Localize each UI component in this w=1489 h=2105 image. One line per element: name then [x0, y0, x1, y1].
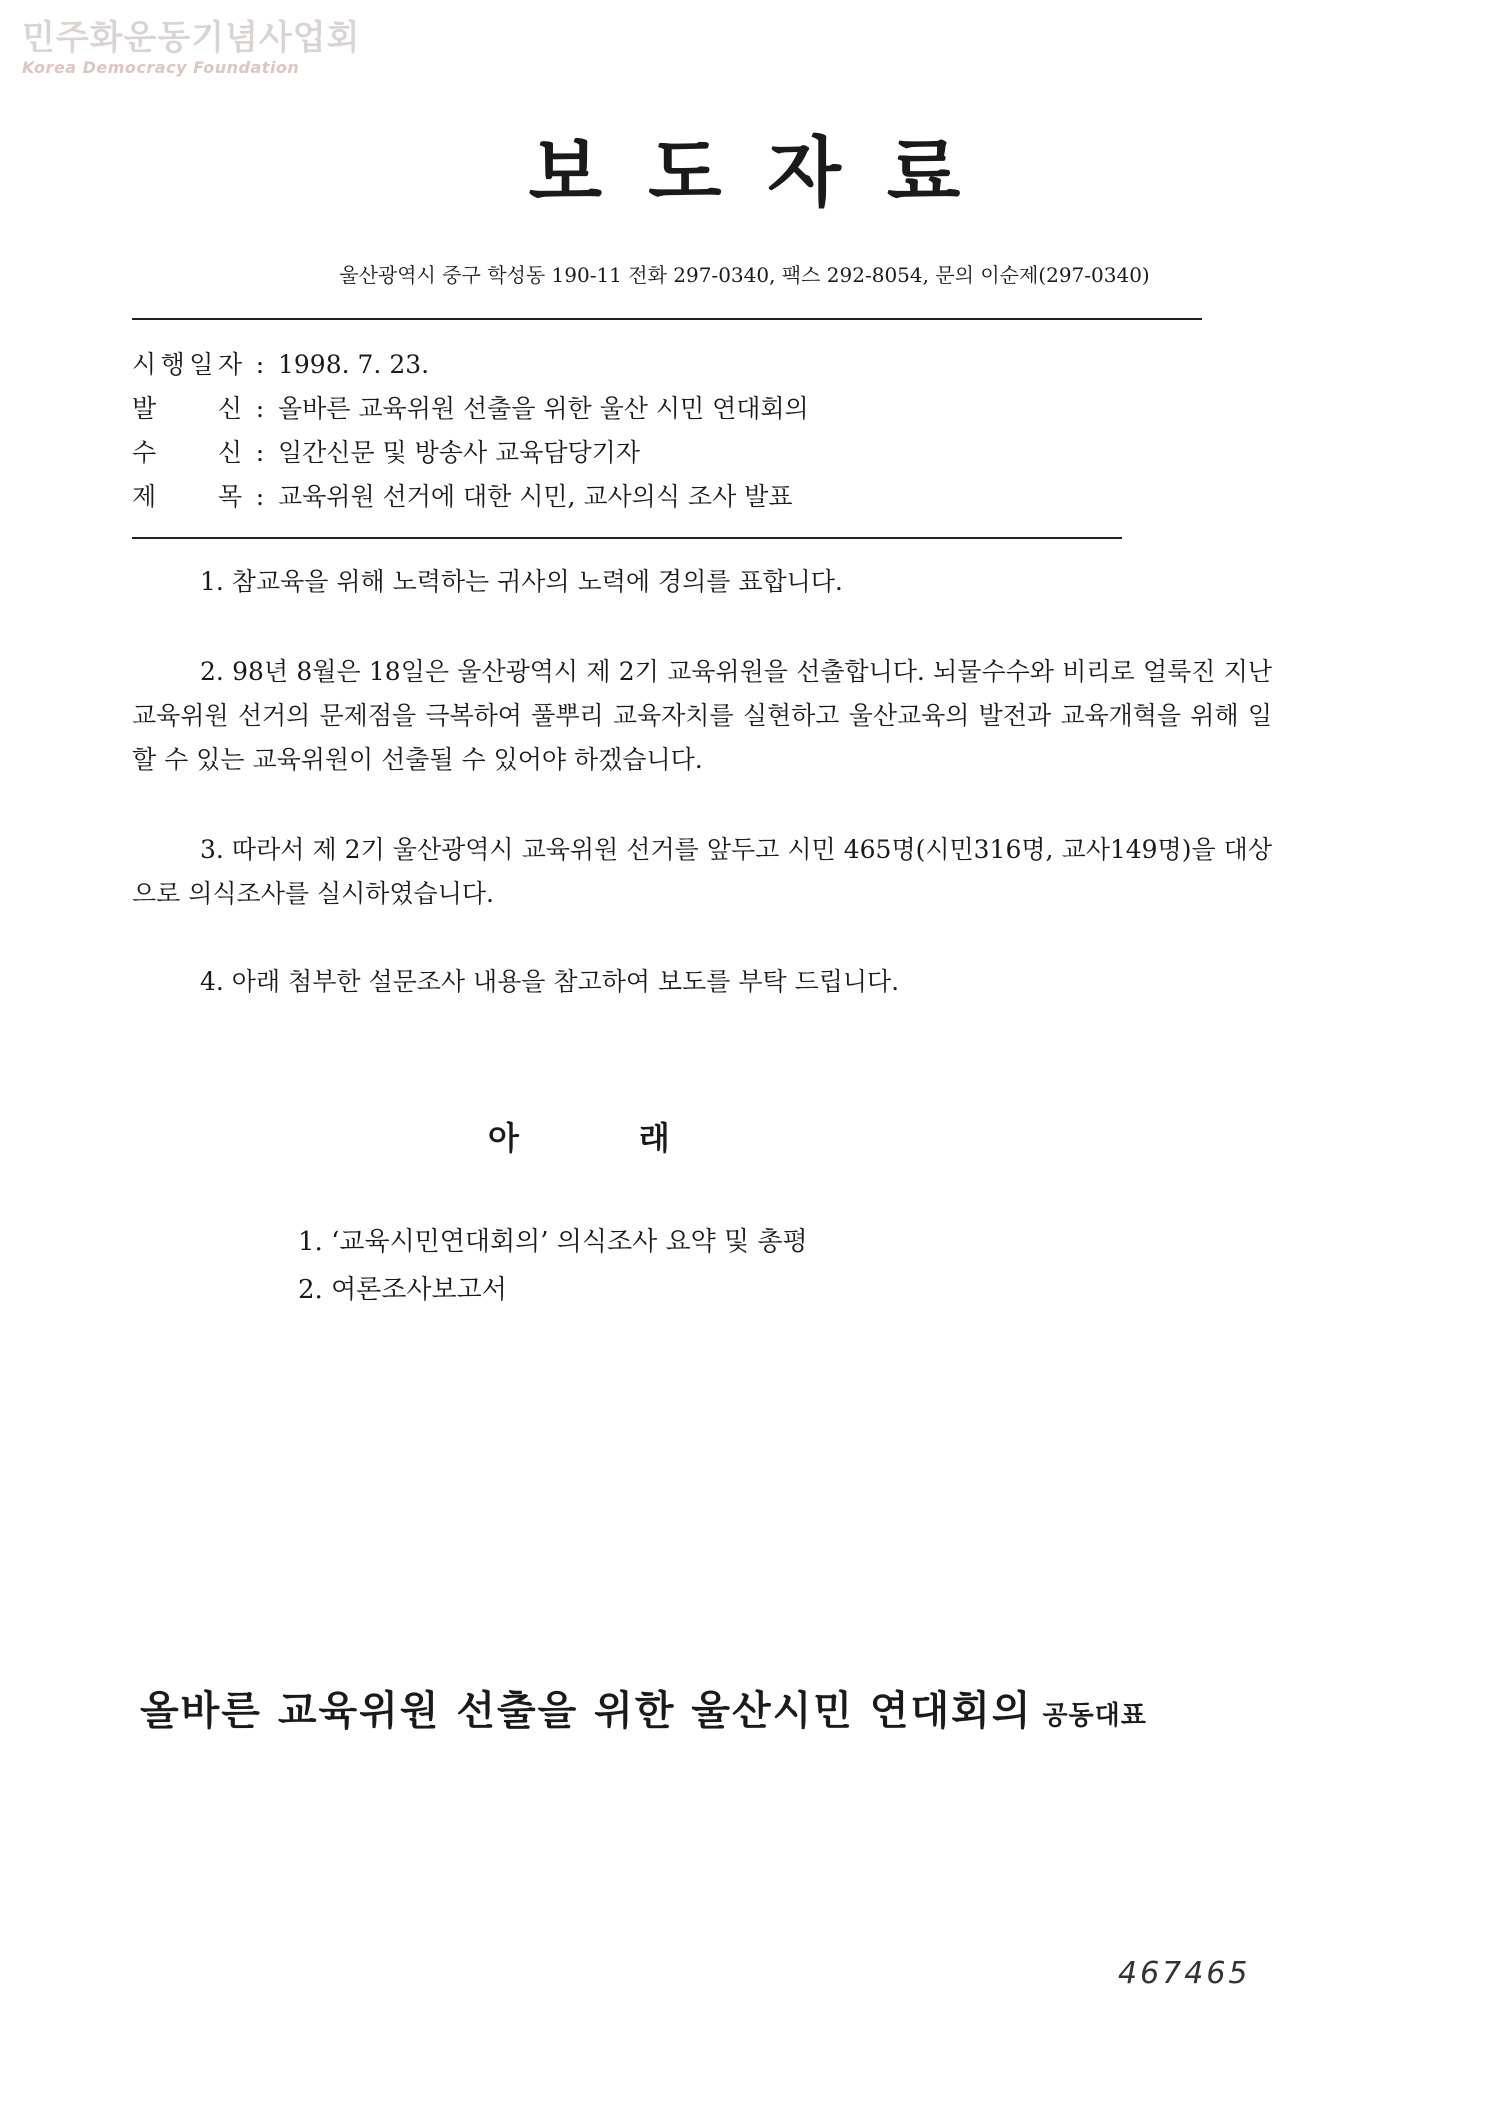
header-subject-value: 교육위원 선거에 대한 시민, 교사의식 조사 발표	[278, 482, 793, 511]
header-recipient-row	[132, 431, 809, 475]
header-subject-row	[132, 475, 809, 519]
address-line: 울산광역시 중구 학성동 190-11 전화 297-0340, 팩스 292-8054, 문의 이순제(297-0340)	[339, 263, 1150, 287]
attachment-item: 2. 여론조사보고서	[298, 1275, 507, 1305]
header-sender-label: 발 신	[132, 394, 242, 423]
paragraph-3: 3. 따라서 제 2기 울산광역시 교육위원 선거를 앞두고 시민 465명(시민316명, 교사149명)을 대상으로 의식조사를 실시하였습니다.	[132, 835, 1272, 908]
header-colon: :	[255, 482, 265, 511]
document-number: 467465	[1118, 1956, 1251, 1991]
header-sender-value: 올바른 교육위원 선출을 위한 울산 시민 연대회의	[278, 394, 809, 423]
signature-org: 올바른 교육위원 선출을 위한 울산시민 연대회의	[140, 1687, 1033, 1734]
watermark-korean: 민주화운동기념사업회	[22, 18, 361, 58]
watermark-english: Korea Democracy Foundation	[22, 58, 300, 77]
header-colon: :	[255, 350, 265, 379]
header-block	[132, 343, 809, 519]
header-recipient-label: 수 신	[132, 438, 242, 467]
paragraph-4: 4. 아래 첨부한 설문조사 내용을 참고하여 보도를 부탁 드립니다.	[200, 967, 900, 996]
paragraph-1: 1. 참교육을 위해 노력하는 귀사의 노력에 경의를 표합니다.	[200, 567, 843, 596]
header-colon: :	[255, 438, 265, 467]
signature-role: 공동대표	[1042, 1701, 1147, 1731]
document-title: 보도자료	[528, 128, 1007, 217]
signature-block	[140, 1686, 1147, 1741]
header-date-value: 1998. 7. 23.	[278, 350, 430, 379]
watermark-logo	[22, 18, 360, 78]
paragraph-2: 2. 98년 8월은 18일은 울산광역시 제 2기 교육위원을 선출합니다. 뇌물수수와 비리로 얼룩진 지난 교육위원 선거의 문제점을 극복하여 풀뿌리 교육자치를 실현하고 울산교육의 발전과 교육개혁을 위해 일할 수 있는 교육위원이 선출될 수 있어야 하겠습니다.	[132, 657, 1272, 774]
attachment-list	[298, 1218, 808, 1314]
header-date-row	[132, 343, 809, 387]
header-date-label: 시 행 일 자	[132, 350, 242, 379]
header-colon: :	[255, 394, 265, 423]
header-recipient-value: 일간신문 및 방송사 교육담당기자	[278, 438, 640, 467]
notice-heading: 아래	[488, 1119, 790, 1157]
header-subject-label: 제 목	[132, 482, 242, 511]
attachment-item: 1. ‘교육시민연대회의’ 의식조사 요약 및 총평	[298, 1227, 808, 1257]
divider-top	[132, 318, 1202, 320]
header-sender-row	[132, 387, 809, 431]
divider-bottom	[132, 537, 1122, 539]
